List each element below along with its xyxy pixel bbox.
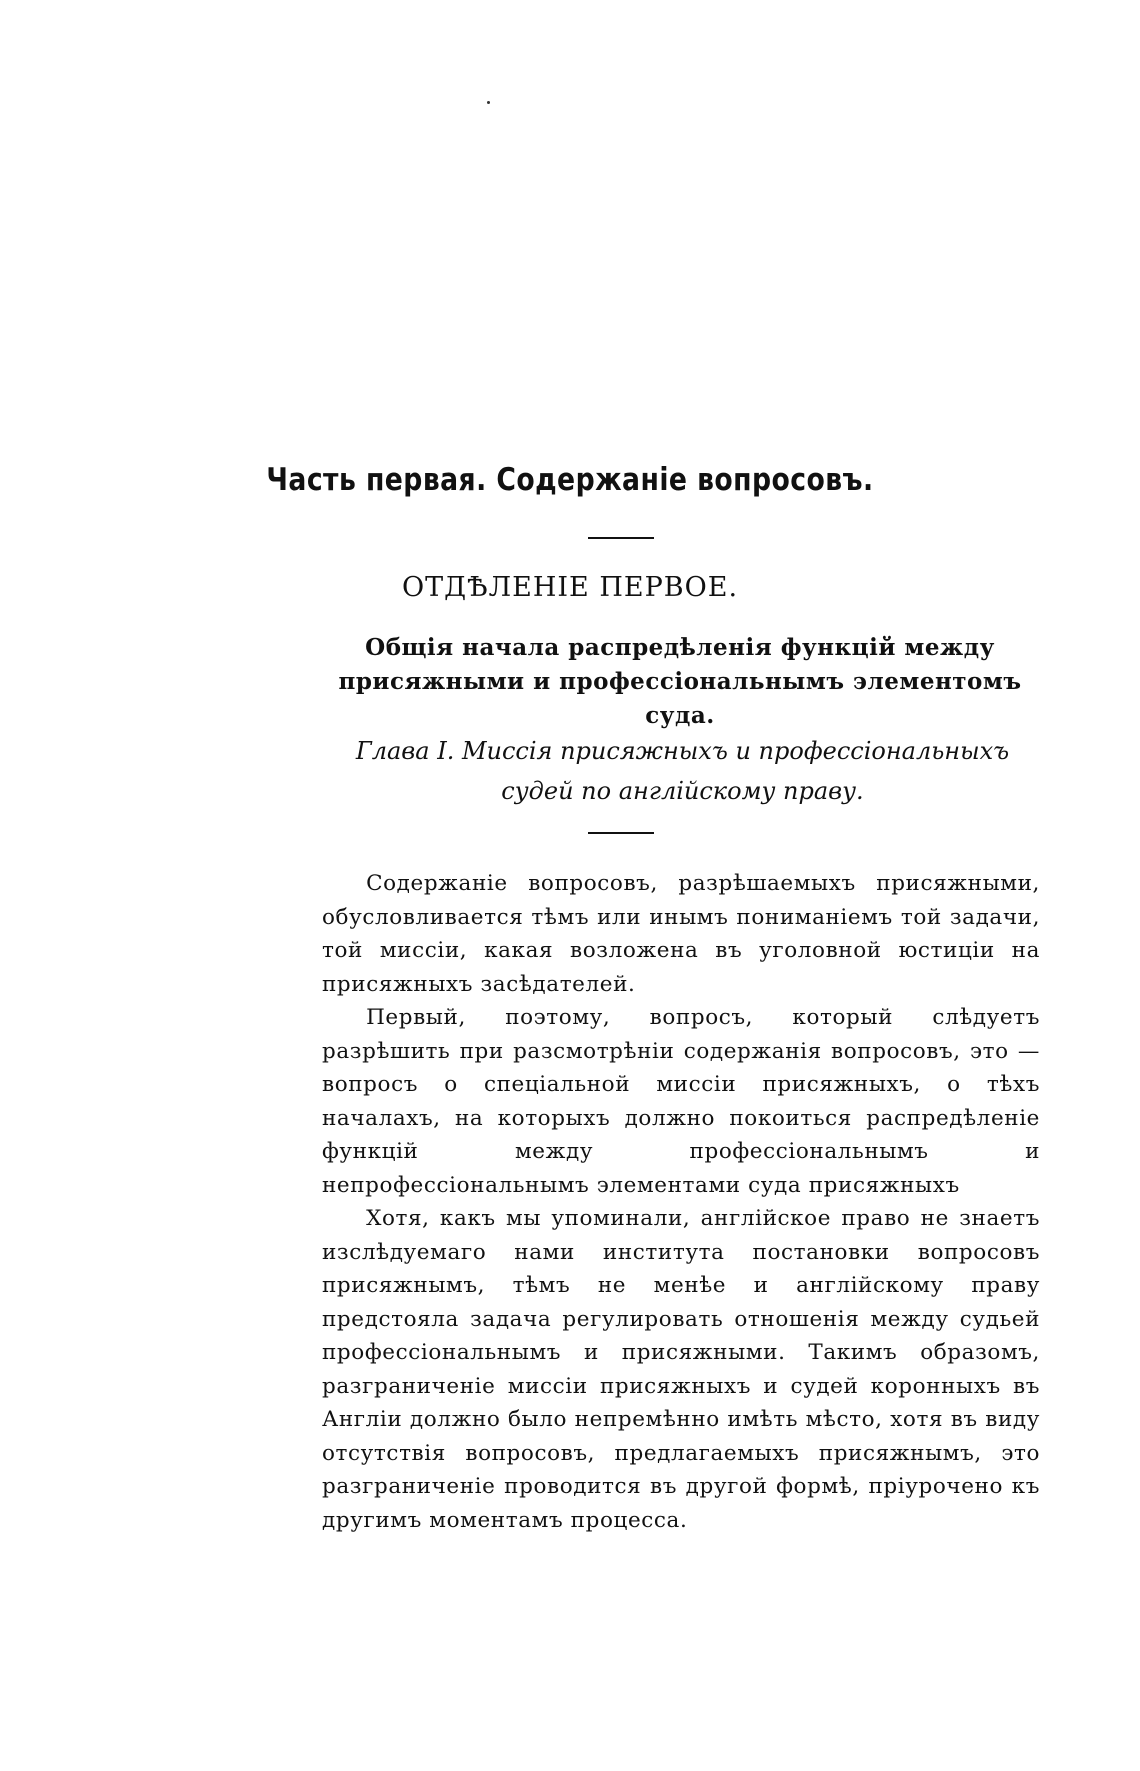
part-title: Часть первая. Содержаніе вопросовъ. [266, 462, 874, 498]
body-text [322, 867, 1040, 1537]
paragraph: Хотя, какъ мы упоминали, англійское право не знаетъ изслѣдуемаго нами института постановки вопросовъ присяжнымъ, тѣмъ не менѣе и англійскому праву предстояла задача регулировать отношенія между судьей профессіональнымъ и присяжными. Такимъ образомъ, разграниченіе миссіи присяжныхъ и судей коронныхъ въ Англіи должно было непремѣнно имѣть мѣсто, хотя въ виду отсутствія вопросовъ, предлагаемыхъ присяжнымъ, это разграниченіе проводится въ другой формѣ, пріурочено къ другимъ моментамъ процесса. [322, 1206, 1040, 1533]
paragraph: Содержаніе вопросовъ, разрѣшаемыхъ присяжными, обусловливается тѣмъ или инымъ пониманіемъ той задачи, той миссіи, какая возложена въ уголовной юстиціи на присяжныхъ засѣдателей. [322, 871, 1040, 997]
chapter-heading: Глава I. Миссія присяжныхъ и профессіональныхъ судей по англійскому праву. [355, 737, 1010, 805]
section-subtitle: Общія начала распредѣленія функцій между присяжными и профессіональнымъ элементомъ суда. [338, 634, 1022, 729]
divider-rule [588, 832, 654, 834]
section-title: ОТДѢЛЕНІЕ ПЕРВОЕ. [401, 572, 739, 603]
divider-rule [588, 537, 654, 539]
print-speck [487, 101, 490, 104]
paragraph: Первый, поэтому, вопросъ, который слѣдуетъ разрѣшить при разсмотрѣніи содержанія вопросовъ, это — вопросъ о спеціальной миссіи присяжныхъ, о тѣхъ началахъ, на которыхъ должно покоиться распредѣленіе функцій между профессіональнымъ и непрофессіональнымъ элементами суда присяжныхъ [322, 1005, 1040, 1198]
